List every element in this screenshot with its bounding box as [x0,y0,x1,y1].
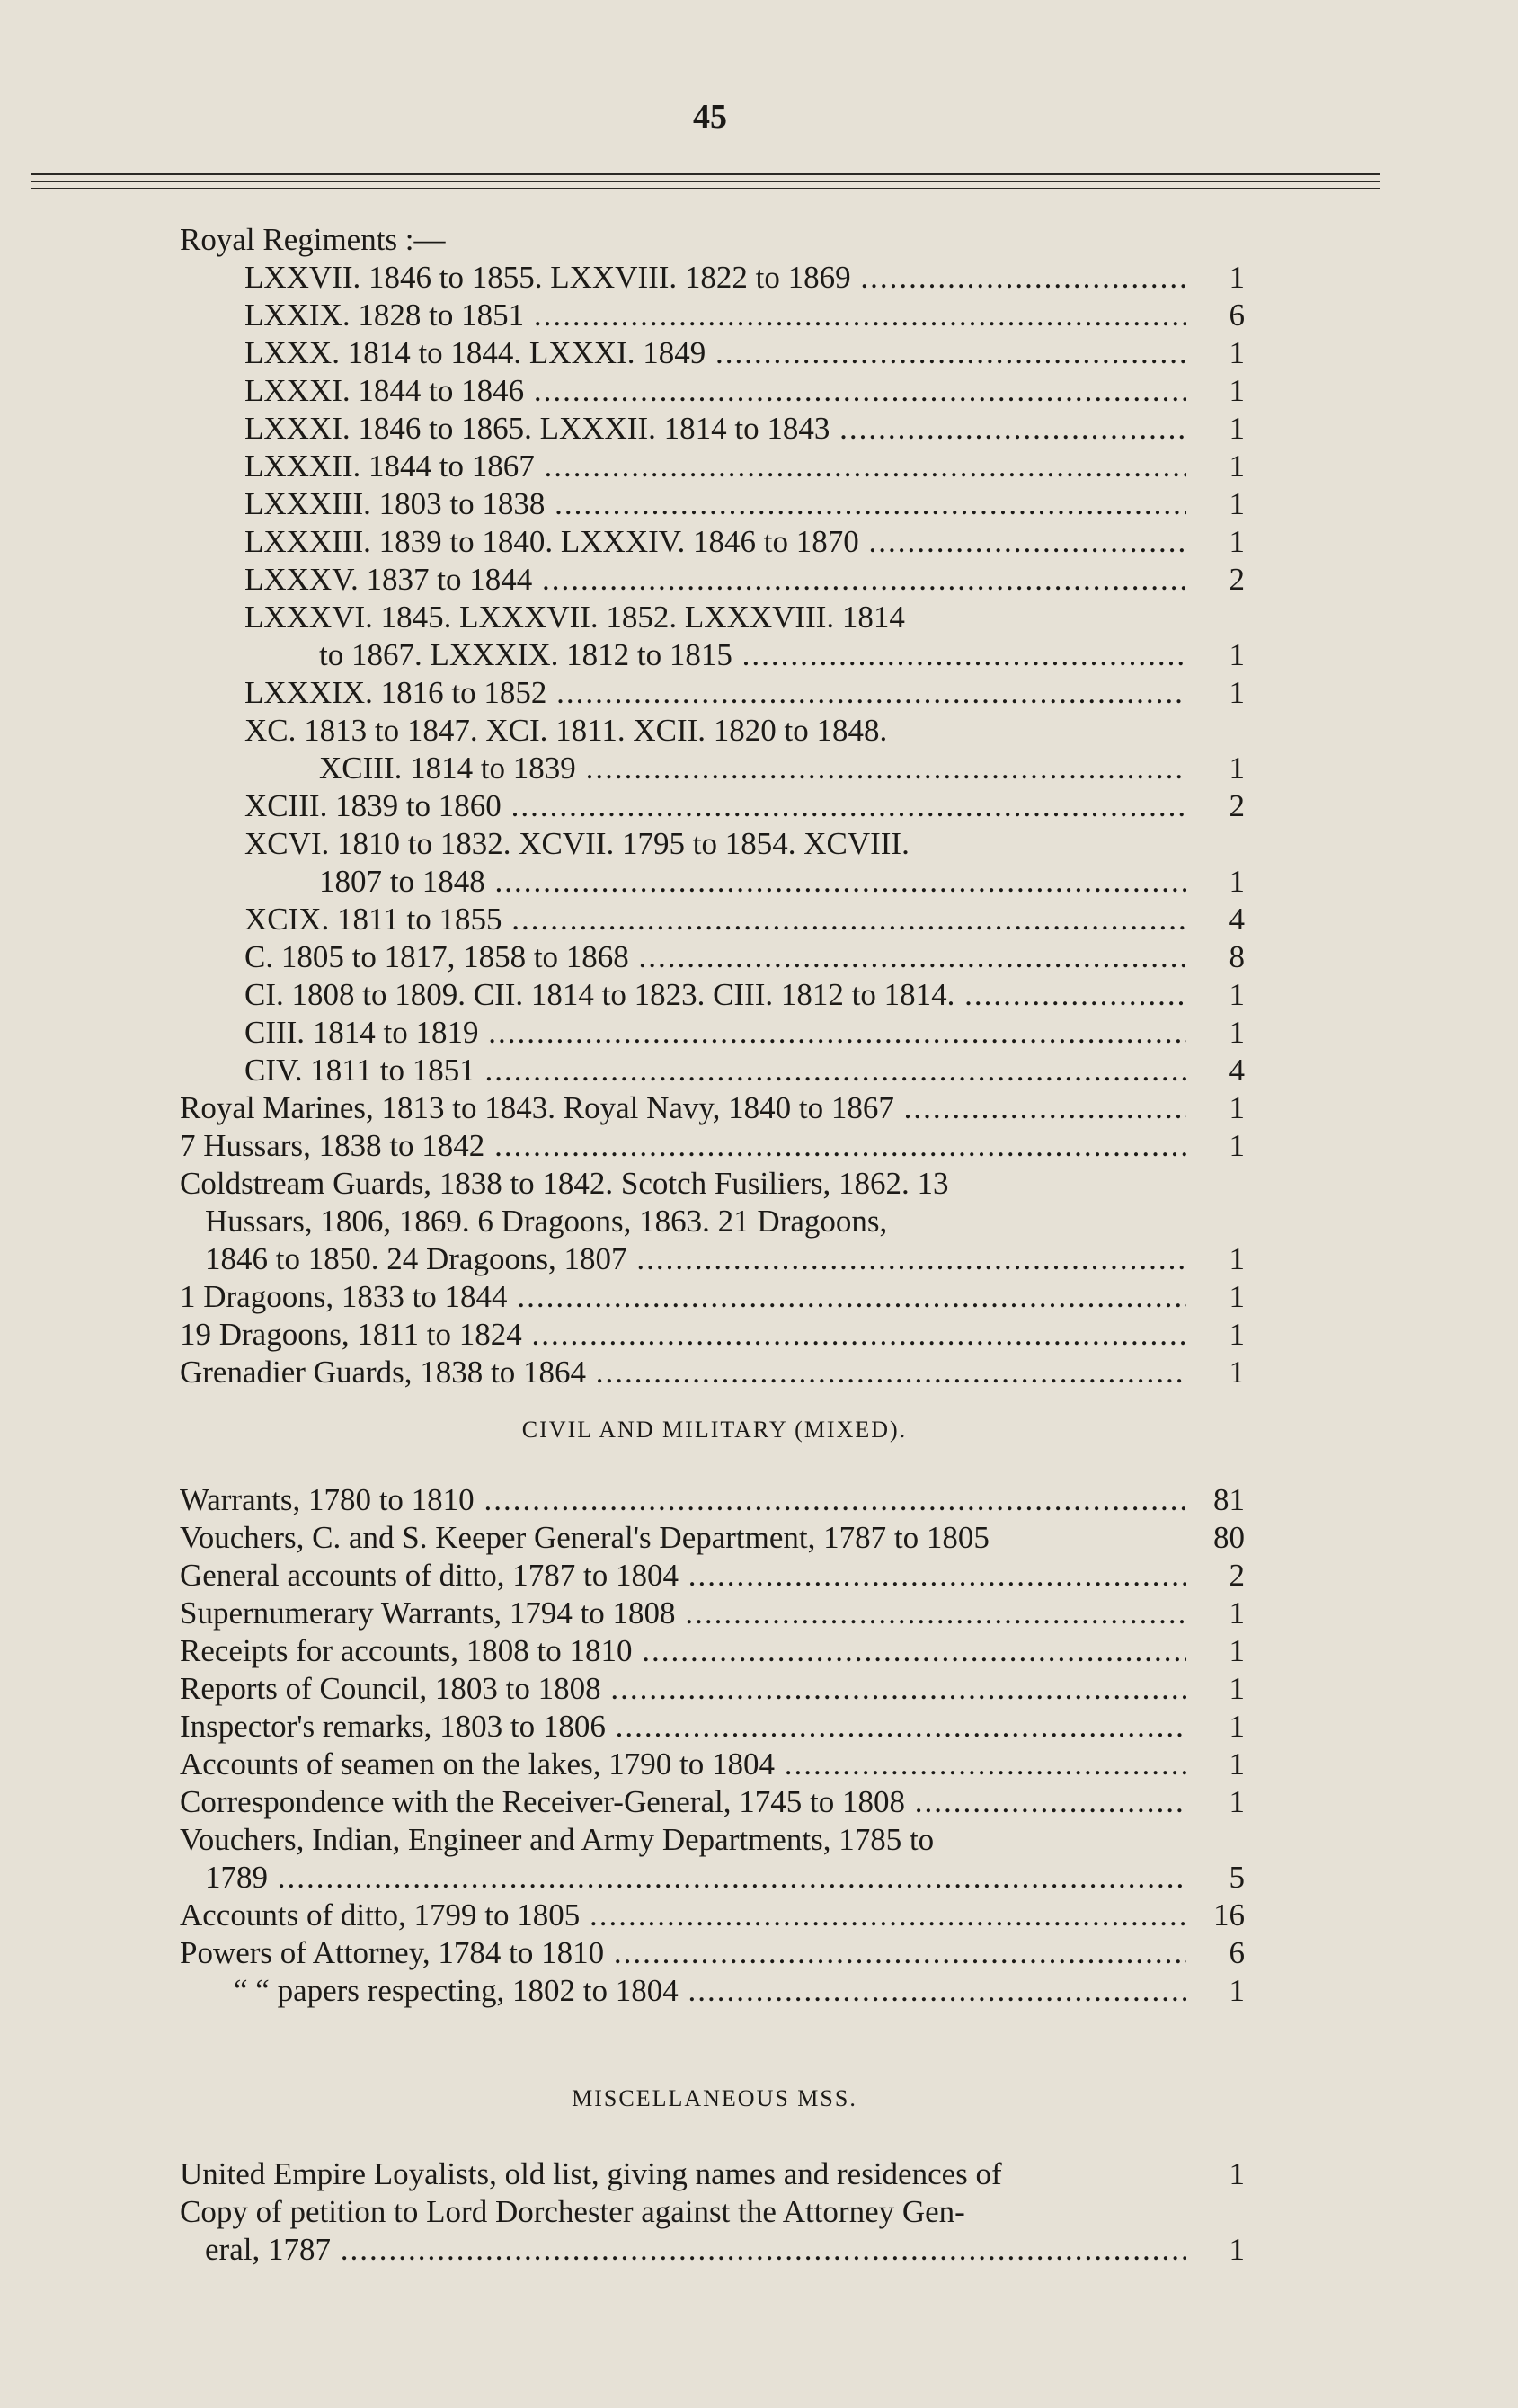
list-item [180,1934,1245,1972]
list-item [180,259,1245,297]
entry-line: CI. 1808 to 1809. CII. 1814 to 1823. CIII. 1812 to 1814. ..... [244,976,1186,1014]
entry-line: “ “ papers respecting, 1802 to 1804 ..... [180,1972,1186,2010]
list-item [180,334,1245,372]
list-item [180,976,1245,1014]
entry-line: Warrants, 1780 to 1810 ..... [180,1481,1186,1519]
entry-text [180,1052,1186,1089]
page-number: 45 [693,98,727,136]
entry-line: XC. 1813 to 1847. XCI. 1811. XCII. 1820 to 1848. [244,713,888,748]
list-item [180,1089,1245,1127]
quantity: 1 [1229,1279,1245,1314]
entry-text [180,1014,1186,1052]
entry-text [180,1481,1186,1519]
list-item [180,1783,1245,1821]
entry-line: LXXXIII. 1803 to 1838 ..... [244,485,1186,523]
entry-line: 19 Dragoons, 1811 to 1824 ..... [180,1316,1186,1354]
entry-line: 1807 to 1848 ..... [180,863,1186,901]
entry-text [180,334,1186,372]
entry-text [180,712,1186,787]
entry-text [180,448,1186,485]
entry-text [180,1278,1186,1316]
quantity: 2 [1229,562,1245,597]
quantity: 1 [1229,1709,1245,1744]
list-item [180,1746,1245,1783]
quantity: 2 [1229,788,1245,823]
entry-text [180,1316,1186,1354]
entry-text [180,410,1186,448]
entry-text [180,1595,1186,1632]
entry-text [180,1897,1186,1934]
regiment-list [180,259,1245,1089]
entry-line: LXXX. 1814 to 1844. LXXXI. 1849 ..... [244,334,1186,372]
entry-line: Coldstream Guards, 1838 to 1842. Scotch Fusiliers, 1862. 13 [180,1166,949,1201]
list-item [180,1165,1245,1278]
entry-text [180,1670,1186,1708]
entry-text [180,2155,1186,2193]
entry-text [180,1783,1186,1821]
entry-text [180,2193,1186,2269]
entry-line: Powers of Attorney, 1784 to 1810 ..... [180,1934,1186,1972]
entry-line: CIII. 1814 to 1819 ..... [244,1014,1186,1052]
entry-text [180,561,1186,599]
entry-line: XCVI. 1810 to 1832. XCVII. 1795 to 1854. XCVIII. [244,826,910,861]
entry-line: to 1867. LXXXIX. 1812 to 1815 ..... [180,636,1186,674]
quantity: 1 [1229,1355,1245,1390]
entry-line: LXXXIX. 1816 to 1852 ..... [244,674,1186,712]
list-item [180,1708,1245,1746]
entry-line: Royal Marines, 1813 to 1843. Royal Navy, 1840 to 1867 ..... [180,1089,1186,1127]
entry-text [180,1972,1186,2010]
list-item [180,1519,1245,1557]
quantity: 1 [1229,1633,1245,1668]
header-rule [31,188,1380,189]
civil-military-list [180,1481,1245,2010]
entry-text [180,485,1186,523]
quantity: 1 [1229,1671,1245,1706]
quantity: 1 [1229,1241,1245,1276]
entry-text [180,1127,1186,1165]
entry-text [180,1557,1186,1595]
entry-line: 7 Hussars, 1838 to 1842 ..... [180,1127,1186,1165]
entry-text [180,259,1186,297]
quantity: 2 [1229,1558,1245,1593]
list-item [180,599,1245,674]
quantity: 1 [1229,2156,1245,2191]
entry-text [180,1089,1186,1127]
entry-text [180,825,1186,901]
list-item [180,2155,1245,2193]
entry-line: Correspondence with the Receiver-General, 1745 to 1808 ..... [180,1783,1186,1821]
list-item [180,410,1245,448]
entry-line: LXXIX. 1828 to 1851 ..... [244,297,1186,334]
list-item [180,561,1245,599]
entry-text [180,938,1186,976]
entry-line: LXXXI. 1846 to 1865. LXXXII. 1814 to 1843 ..... [244,410,1186,448]
entry-line: Vouchers, C. and S. Keeper General's Department, 1787 to 1805 [180,1520,990,1555]
miscellaneous-list [180,2155,1245,2269]
entry-line: General accounts of ditto, 1787 to 1804 ..... [180,1557,1186,1595]
entry-line: 1 Dragoons, 1833 to 1844 ..... [180,1278,1186,1316]
other-units-list [180,1089,1245,1391]
entry-line: C. 1805 to 1817, 1858 to 1868 ..... [244,938,1186,976]
list-item [180,1595,1245,1632]
list-item [180,1316,1245,1354]
quantity: 6 [1229,298,1245,333]
quantity: 1 [1229,335,1245,370]
list-item [180,1127,1245,1165]
entry-line: United Empire Loyalists, old list, giving names and residences of [180,2156,1002,2191]
quantity: 5 [1229,1860,1245,1895]
list-item [180,1632,1245,1670]
entry-line: Receipts for accounts, 1808 to 1810 ..... [180,1632,1186,1670]
entry-line: Accounts of seamen on the lakes, 1790 to 1804 ..... [180,1746,1186,1783]
list-item [180,1557,1245,1595]
list-item [180,372,1245,410]
quantity: 1 [1229,1973,1245,2008]
entry-text [180,1821,1186,1897]
list-item [180,1354,1245,1391]
entry-text [180,787,1186,825]
quantity: 1 [1229,1746,1245,1782]
entry-line: LXXXVI. 1845. LXXXVII. 1852. LXXXVIII. 1814 [244,600,905,635]
miscellaneous-section [180,2155,1245,2269]
entry-text [180,1519,1186,1557]
quantity: 1 [1229,1595,1245,1631]
entry-line: Reports of Council, 1803 to 1808 ..... [180,1670,1186,1708]
quantity: 1 [1229,1015,1245,1050]
entry-line: LXXXI. 1844 to 1846 ..... [244,372,1186,410]
list-item [180,448,1245,485]
entry-line: Vouchers, Indian, Engineer and Army Departments, 1785 to [180,1822,935,1857]
quantity: 1 [1229,373,1245,408]
quantity: 80 [1213,1520,1245,1555]
header-rule [31,173,1380,175]
civil-military-heading: CIVIL AND MILITARY (MIXED). [521,1417,908,1443]
header-rule [31,181,1380,182]
list-item [180,1670,1245,1708]
quantity: 16 [1213,1897,1245,1933]
quantity: 1 [1229,637,1245,672]
entry-text [180,1632,1186,1670]
list-item [180,787,1245,825]
entry-text [180,297,1186,334]
quantity: 1 [1229,1317,1245,1352]
quantity: 81 [1213,1482,1245,1517]
list-item [180,825,1245,901]
entry-line: LXXXIII. 1839 to 1840. LXXXIV. 1846 to 1870 ..... [244,523,1186,561]
miscellaneous-heading: MISCELLANEOUS MSS. [572,2085,857,2111]
list-item [180,1972,1245,2010]
list-item [180,2193,1245,2269]
quantity: 1 [1229,977,1245,1012]
royal-regiments-heading: Royal Regiments :— [180,222,446,257]
quantity: 1 [1229,2232,1245,2267]
entry-line: LXXVII. 1846 to 1855. LXXVIII. 1822 to 1869 ..... [244,259,1186,297]
quantity: 1 [1229,1090,1245,1125]
list-item [180,1821,1245,1897]
entry-text [180,1708,1186,1746]
quantity: 1 [1229,411,1245,446]
quantity: 1 [1229,751,1245,786]
entry-text [180,1354,1186,1391]
entry-line: Hussars, 1806, 1869. 6 Dragoons, 1863. 21 Dragoons, [205,1204,888,1239]
quantity: 4 [1229,1053,1245,1088]
list-item [180,523,1245,561]
entry-line: XCIX. 1811 to 1855 ..... [244,901,1186,938]
list-item [180,1052,1245,1089]
list-item [180,1897,1245,1934]
quantity: 1 [1229,675,1245,710]
list-item [180,938,1245,976]
list-item [180,485,1245,523]
quantity: 8 [1229,939,1245,974]
list-item [180,1014,1245,1052]
entry-text [180,674,1186,712]
entry-line: 1789 ..... [180,1859,1186,1897]
entry-text [180,523,1186,561]
entry-text [180,901,1186,938]
entry-line: 1846 to 1850. 24 Dragoons, 1807 ..... [180,1240,1186,1278]
quantity: 4 [1229,902,1245,937]
entry-line: Supernumerary Warrants, 1794 to 1808 ..... [180,1595,1186,1632]
entry-text [180,372,1186,410]
royal-regiments-section [180,221,1245,1391]
entry-text [180,1746,1186,1783]
entry-text [180,1165,1186,1278]
quantity: 1 [1229,1128,1245,1163]
entry-line: XCIII. 1839 to 1860 ..... [244,787,1186,825]
entry-text [180,1934,1186,1972]
entry-line: Copy of petition to Lord Dorchester against the Attorney Gen- [180,2194,965,2229]
civil-military-section [180,1481,1245,2010]
entry-text [180,599,1186,674]
quantity: 1 [1229,260,1245,295]
list-item [180,1278,1245,1316]
list-item [180,674,1245,712]
quantity: 1 [1229,864,1245,899]
quantity: 1 [1229,486,1245,521]
entry-line: XCIII. 1814 to 1839 ..... [180,750,1186,787]
quantity: 1 [1229,524,1245,559]
list-item [180,901,1245,938]
quantity: 6 [1229,1935,1245,1970]
list-item [180,712,1245,787]
entry-line: LXXXV. 1837 to 1844 ..... [244,561,1186,599]
entry-line: CIV. 1811 to 1851 ..... [244,1052,1186,1089]
entry-line: LXXXII. 1844 to 1867 ..... [244,448,1186,485]
entry-line: Accounts of ditto, 1799 to 1805 ..... [180,1897,1186,1934]
list-item [180,1481,1245,1519]
entry-text [180,976,1186,1014]
entry-line: eral, 1787 ..... [180,2231,1186,2269]
entry-line: Inspector's remarks, 1803 to 1806 ..... [180,1708,1186,1746]
entry-line: Grenadier Guards, 1838 to 1864 ..... [180,1354,1186,1391]
list-item [180,297,1245,334]
quantity: 1 [1229,1784,1245,1819]
quantity: 1 [1229,449,1245,484]
